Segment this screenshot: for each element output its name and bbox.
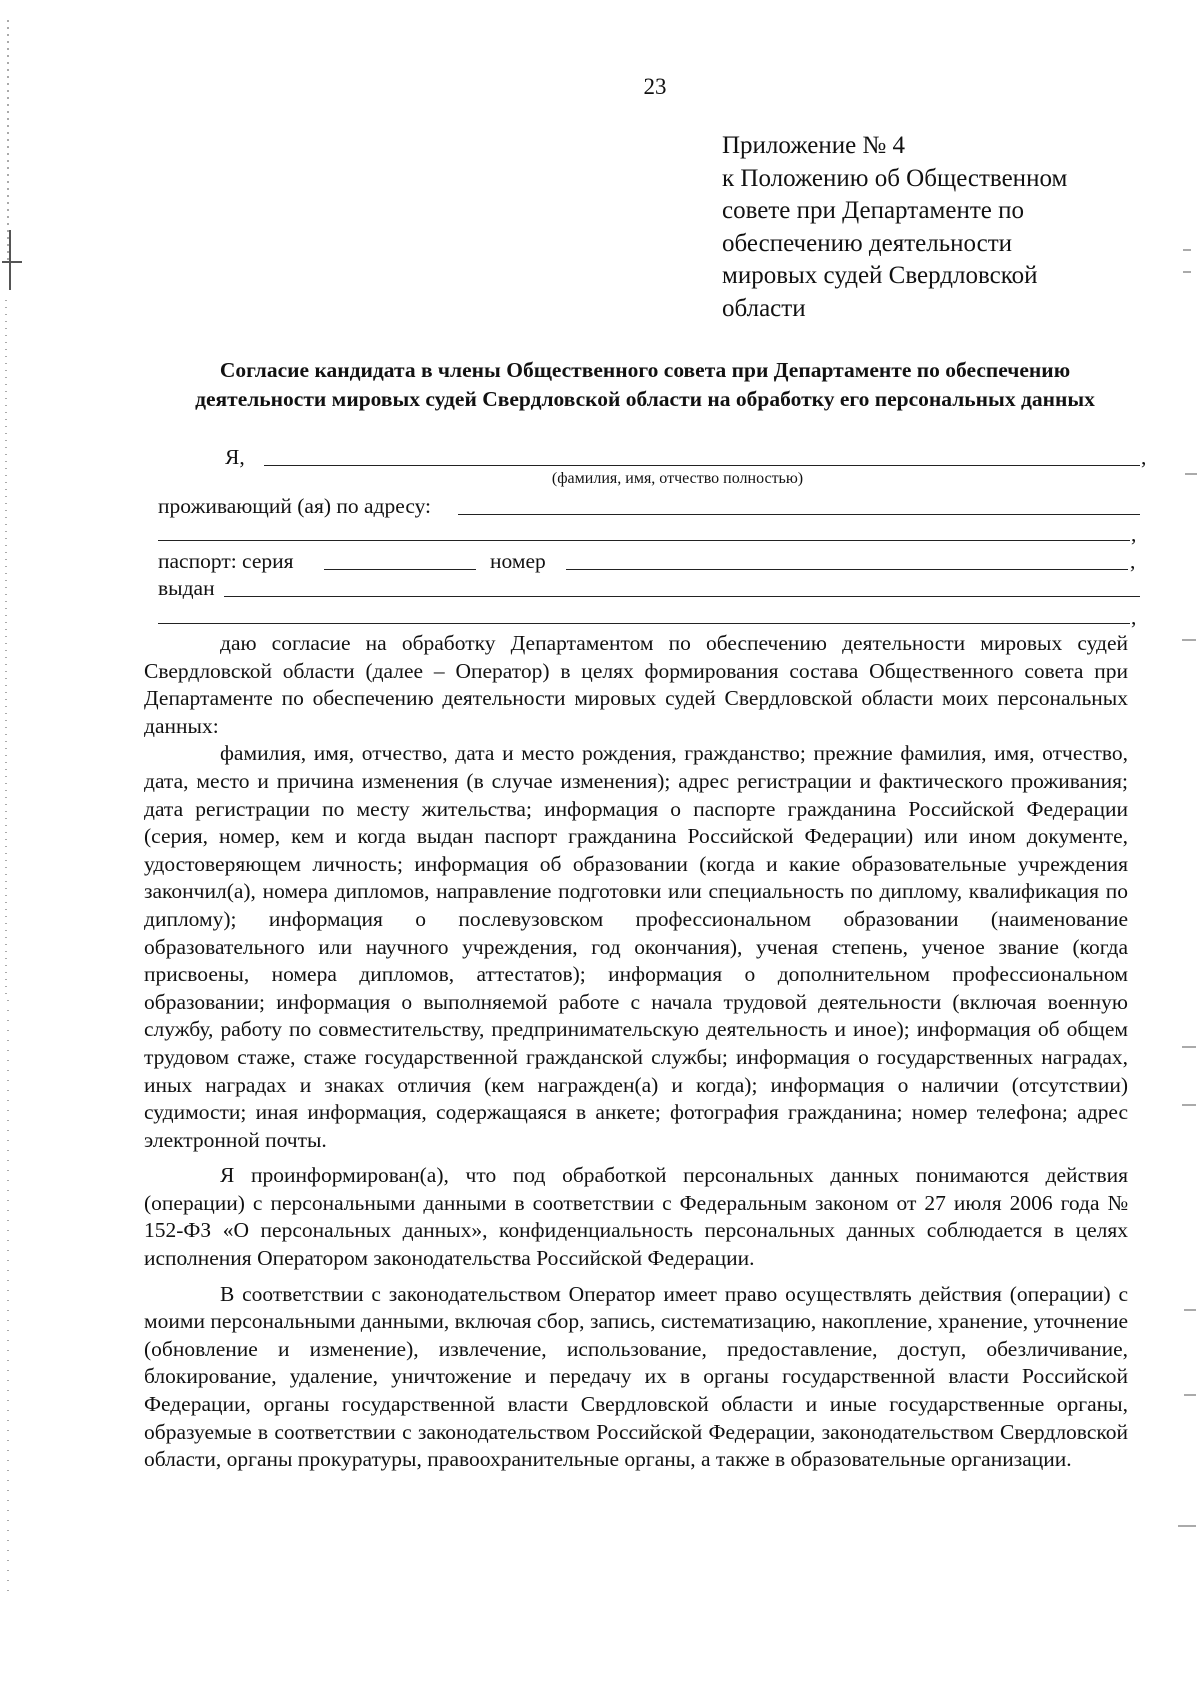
document-title: Согласие кандидата в члены Общественного совета при Департаменте по обеспечению деятельности мировых судей Свердловской области на обработку его персональных данных	[195, 358, 1095, 411]
comma: ,	[1141, 445, 1147, 469]
appendix-line: совете при Департаменте по	[722, 197, 1025, 224]
comma: ,	[1130, 549, 1136, 573]
issued-by-field[interactable]	[224, 596, 1140, 597]
comma: ,	[1131, 522, 1137, 546]
comma: ,	[1131, 605, 1137, 629]
address-label: проживающий (ая) по адресу:	[158, 494, 432, 518]
issued-label: выдан	[158, 576, 215, 600]
appendix-line: к Положению об Общественном	[722, 164, 1068, 192]
address-field-continuation[interactable]	[158, 540, 1130, 541]
appendix-line: области	[722, 294, 806, 322]
informed-paragraph: Я проинформирован(а), что под обработкой персональных данных понимаются действия (операции) с персональными данными в соответствии с Федеральным законом от 27 июля 2006 года № 152-ФЗ «О персональных данных», конфиденциальность персональных данных соблюдается в целях исполнения Оператором законодательства Российской Федерации.	[144, 1163, 1128, 1271]
operator-rights-paragraph: В соответствии с законодательством Оператор имеет право осуществлять действия (операции) с моими персональными данными, включая сбор, запись, систематизацию, накопление, хранение, уточнение (обновление и изменение), извлечение, использование, предоставление, доступ, обезличивание, блокирование, удаление, уничтожение и передачу их в органы государственной власти Российской Федерации, органы государственной власти Свердловской области и иные государственные органы, образуемые в соответствии с законодательством Российской Федерации, законодательством Свердловской области, органы прокуратуры, правоохранительные органы, а также в образовательные организации.	[144, 1281, 1128, 1472]
passport-number-label: номер	[490, 549, 546, 573]
page-number: 23	[643, 74, 667, 99]
passport-series-field[interactable]	[324, 569, 476, 570]
full-name-field[interactable]	[264, 465, 1140, 466]
appendix-line: мировых судей Свердловской	[722, 262, 1038, 289]
appendix-reference	[722, 130, 1142, 325]
appendix-line: обеспечению деятельности	[722, 229, 1013, 257]
issued-by-field-continuation[interactable]	[158, 623, 1130, 624]
passport-series-label: паспорт: серия	[158, 549, 294, 573]
appendix-line: Приложение № 4	[722, 132, 906, 159]
name-field-hint: (фамилия, имя, отчество полностью)	[551, 470, 804, 487]
passport-number-field[interactable]	[566, 569, 1128, 570]
consent-body	[144, 630, 1128, 1474]
personal-data-list: фамилия, имя, отчество, дата и место рождения, гражданство; прежние фамилия, имя, отчество, дата, место и причина изменения (в случае изменения); адрес регистрации и фактического проживания; дата регистрации по месту жительства; информация о паспорте гражданина Российской Федерации (серия, номер, кем и когда выдан паспорт гражданина Российской Федерации) или ином документе, удостоверяющем личность; информация об образовании (когда и какие образовательные учреждения закончил(а), номера дипломов, направление подготовки или специальность по диплому, квалификация по диплому); информация о послевузовском профессиональном образовании (наименование образовательного или научного учреждения, год окончания), ученая степень, ученое звание (когда присвоены, номера дипломов, аттестатов); информация о дополнительном профессиональном образовании; информация о выполняемой работе с начала трудовой деятельности (включая военную службу, работу по совместительству, предпринимательскую деятельность и иное); информация об общем трудовом стаже, стаже государственной гражданской службы; информация о государственных наградах, иных наградах и знаках отличия (кем награжден(а) и когда); информация о наличии (отсутствии) судимости; иная информация, содержащаяся в анкете; фотография гражданина; номер телефона; адрес электронной почты.	[144, 741, 1128, 1152]
i-label: Я,	[225, 445, 245, 469]
consent-paragraph: даю согласие на обработку Департаментом по обеспечению деятельности мировых судей Свердловской области (далее – Оператор) в целях формирования состава Общественного совета при Департаменте по обеспечению деятельности мировых судей Свердловской области моих персональных данных:	[144, 631, 1128, 738]
address-field[interactable]	[458, 514, 1140, 515]
